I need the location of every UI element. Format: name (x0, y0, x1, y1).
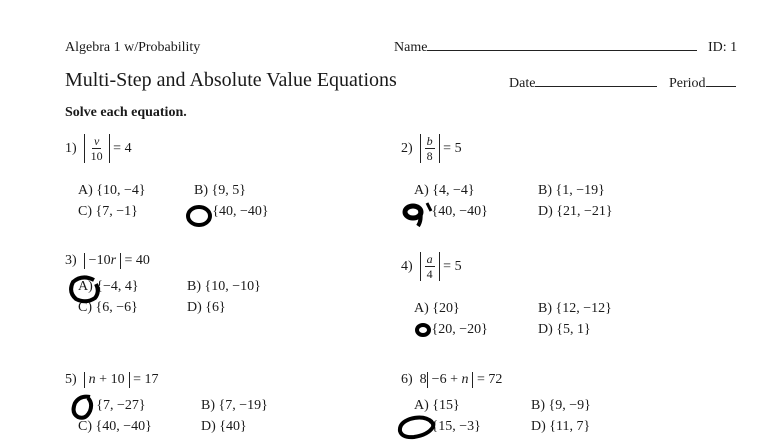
problem-5-choice-b[interactable]: B) {7, −19} (201, 398, 268, 413)
name-label: Name (394, 40, 697, 56)
problem-4-choice-d[interactable]: D) {5, 1} (538, 322, 591, 337)
pen-mark-2 (401, 200, 439, 228)
problem-5-equation: 5) n + 10 = 17 (65, 372, 159, 387)
absolute-value (420, 134, 440, 163)
pen-mark-1 (182, 200, 214, 230)
problem-4-choice-c[interactable]: {20, −20} (431, 322, 488, 337)
period-label: Period (669, 76, 736, 92)
fraction: $\frac{b}{8}$ (426, 134, 433, 163)
problem-6-choice-c[interactable]: {15, −3} (431, 419, 481, 434)
problem-3-choice-b[interactable]: B) {10, −10} (187, 279, 261, 294)
absolute-value: n + 10 (84, 372, 130, 388)
absolute-value (84, 134, 110, 163)
problem-number: 3) (65, 253, 77, 268)
period-blank[interactable] (706, 86, 736, 87)
problem-4-equation: 4) $\frac{a}{4}$ = 5 (401, 252, 462, 281)
problem-2-equation: 2) $\frac{b}{8}$ = 5 (401, 134, 462, 163)
fraction: $\frac{a}{4}$ (426, 252, 433, 281)
problem-1-choice-c[interactable]: C) {7, −1} (78, 204, 138, 219)
problem-4-choice-b[interactable]: B) {12, −12} (538, 301, 612, 316)
problem-number: 1) (65, 140, 77, 156)
page-title: Multi-Step and Absolute Value Equations (65, 69, 397, 91)
name-blank[interactable] (427, 50, 697, 51)
problem-2-choice-c[interactable]: {40, −40} (431, 204, 488, 219)
problem-1-choice-a[interactable]: A) {10, −4} (78, 183, 146, 198)
problem-number: 4) (401, 258, 413, 274)
instructions: Solve each equation. (65, 105, 187, 120)
problem-3-choice-c[interactable]: C) {6, −6} (78, 300, 138, 315)
problem-1-choice-d[interactable]: {40, −40} (212, 204, 269, 219)
absolute-value: −6 + n (427, 372, 474, 388)
pen-mark-3 (68, 274, 102, 304)
problem-5-choice-c[interactable]: C) {40, −40} (78, 419, 152, 434)
problem-2-choice-d[interactable]: D) {21, −21} (538, 204, 613, 219)
problem-1-choice-b[interactable]: B) {9, 5} (194, 183, 246, 198)
problem-5-choice-d[interactable]: D) {40} (201, 419, 247, 434)
problem-3-choice-d[interactable]: D) {6} (187, 300, 226, 315)
absolute-value (420, 252, 440, 281)
problem-3-choice-a[interactable]: A) {−4, 4} (78, 279, 139, 294)
problem-number: 5) (65, 372, 77, 387)
pen-mark-4 (412, 320, 434, 340)
problem-5-choice-a[interactable]: {7, −27} (96, 398, 146, 413)
absolute-value: −10r (84, 253, 121, 269)
problem-6-equation: 6) 8 −6 + n = 72 (401, 372, 503, 387)
pen-mark-6 (396, 413, 438, 441)
problem-number: 2) (401, 140, 413, 156)
date-label: Date (509, 76, 657, 92)
id-label: ID: 1 (708, 40, 738, 55)
pen-mark-5 (68, 393, 98, 421)
problem-6-choice-d[interactable]: D) {11, 7} (531, 419, 591, 434)
course-name: Algebra 1 w/Probability (65, 40, 201, 55)
problem-4-choice-a[interactable]: A) {20} (414, 301, 460, 316)
problem-1-equation: 1) $\frac{v}{10}$ = 4 (65, 134, 132, 163)
problem-number: 6) (401, 372, 413, 387)
problem-6-choice-a[interactable]: A) {15} (414, 398, 460, 413)
problem-6-choice-b[interactable]: B) {9, −9} (531, 398, 591, 413)
date-blank[interactable] (535, 86, 657, 87)
problem-3-equation: 3) −10r = 40 (65, 253, 150, 268)
problem-2-choice-b[interactable]: B) {1, −19} (538, 183, 605, 198)
problem-2-choice-a[interactable]: A) {4, −4} (414, 183, 475, 198)
fraction: $\frac{v}{10}$ (90, 134, 103, 163)
